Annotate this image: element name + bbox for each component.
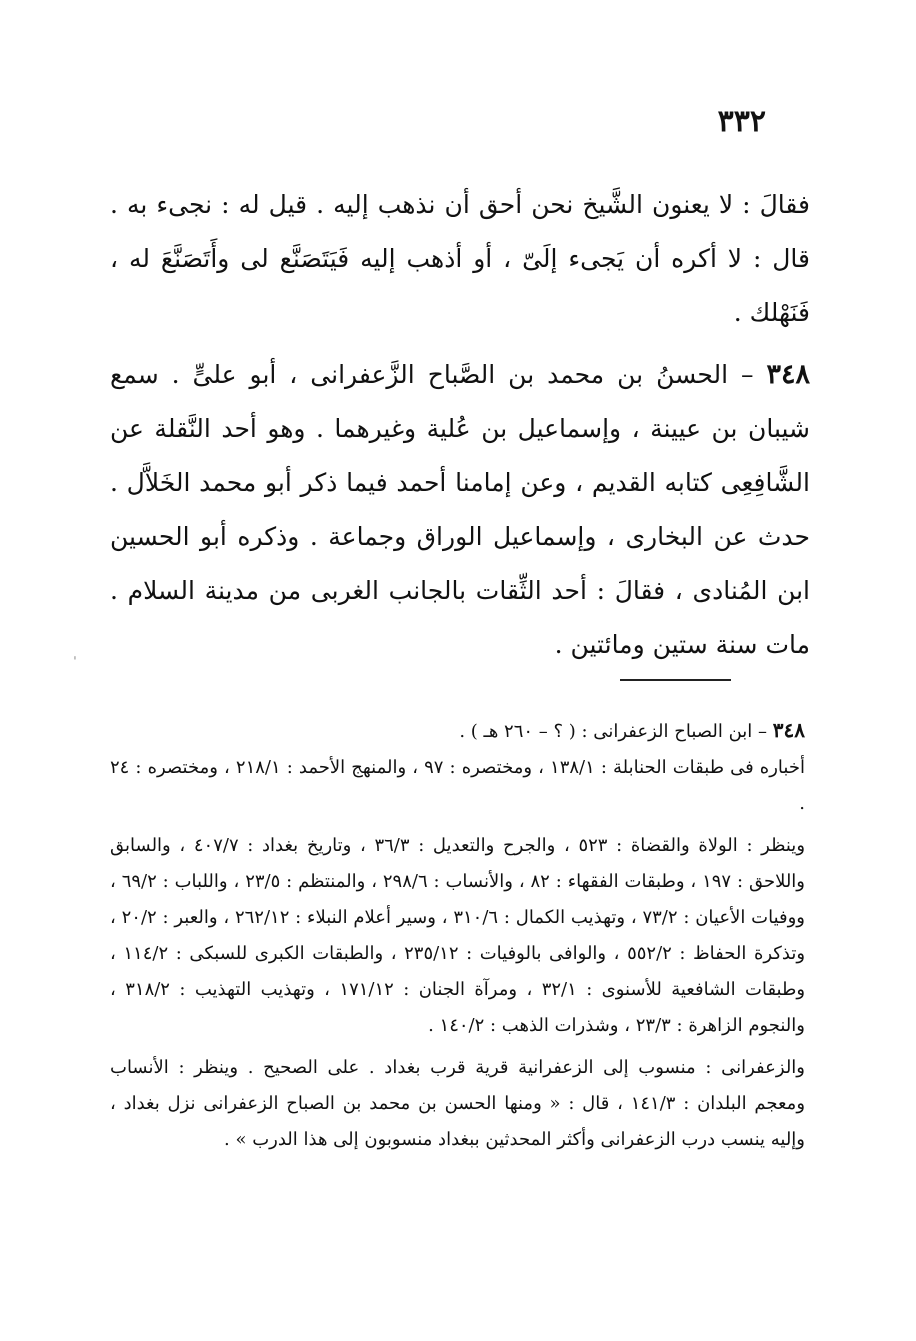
footnote-sources: أخباره فى طبقات الحنابلة : ١٣٨/١ ، ومختصره : ٩٧ ، والمنهج الأحمد : ٢١٨/١ ، ومختصره : ٢٤ . xyxy=(110,757,805,814)
footnote-divider xyxy=(620,679,731,681)
footnote-number: ٣٤٨ xyxy=(772,718,805,742)
footnote-references: وينظر : الولاة والقضاة : ٥٢٣ ، والجرح والتعديل : ٣٦/٣ ، وتاريخ بغداد : ٤٠٧/٧ ، والسابق واللاحق : ١٩٧ ، وطبقات الفقهاء : ٨٢ ، والأنساب : ٢٩٨/٦ ، والمنتظم : ٢٣/٥ ، واللباب : ٦٩/٢ ، ووفيات الأعيان : ٧٣/٢ ، وتهذيب الكمال : ٣١٠/٦ ، وسير أعلام النبلاء : ٢٦٢/١٢ ، والعبر : ٢٠/٢ ، وتذكرة الحفاظ : ٥٥٢/٢ ، والوافى بالوفيات : ٢٣٥/١٢ ، والطبقات الكبرى للسبكى : ١١٤/٢ ، وطبقات الشافعية للأسنوى : ٣٢/١ ، ومرآة الجنان : ١٧١/١٢ ، وتهذيب التهذيب : ٣١٨/٢ ، والنجوم الزاهرة : ٢٣/٣ ، وشذرات الذهب : ١٤٠/٢ . xyxy=(110,835,806,1036)
entry-dash: – xyxy=(728,360,767,389)
entry-348 xyxy=(110,348,810,672)
continued-paragraph: فقالَ : لا يعنون الشَّيخ نحن أحق أن نذهب إليه . قيل له : نجىء به . قال : لا أكره أن يَجىء إلَىّ ، أو أذهب إليه فَيَتَصَنَّع لى وأَتَصَنَّعَ له ، فَنَهْلك . xyxy=(110,190,810,327)
entry-number: ٣٤٨ xyxy=(766,359,811,390)
entry-heading: الحسنُ بن محمد بن الصَّباح الزَّعفرانى ، أبو علىٍّ . xyxy=(171,360,729,389)
page-number: ٣٣٢ xyxy=(717,104,766,139)
footnote-heading xyxy=(110,712,805,750)
margin-mark: ˈ xyxy=(73,655,77,671)
footnotes xyxy=(110,712,805,1158)
footnote-dash: – xyxy=(752,721,773,742)
footnote-nisba: والزعفرانى : منسوب إلى الزعفرانية قرية قرب بغداد . على الصحيح . وينظر : الأنساب ومعجم البلدان : ١٤١/٣ ، قال : « ومنها الحسن بن محمد بن الصباح الزعفرانى نزل بغداد ، وإليه ينسب درب الزعفرانى وأكثر المحدثين ببغداد منسوبون إلى هذا الدرب » . xyxy=(110,1057,806,1150)
footnote-title: ابن الصباح الزعفرانى : ( ؟ – ٢٦٠ هـ ) . xyxy=(459,721,753,742)
main-text xyxy=(110,178,810,672)
entry-body: سمع شيبان بن عيينة ، وإسماعيل بن عُلية وغيرهما . وهو أحد النَّقلة عن الشَّافِعِى كتابه القديم ، وعن إمامنا أحمد فيما ذكر أبو محمد الخَلاَّل . حدث عن البخارى ، وإسماعيل الوراق وجماعة . وذكره أبو الحسين ابن المُنادى ، فقالَ : أحد الثِّقات بالجانب الغربى من مدينة السلام . مات سنة ستين ومائتين . xyxy=(110,360,810,659)
